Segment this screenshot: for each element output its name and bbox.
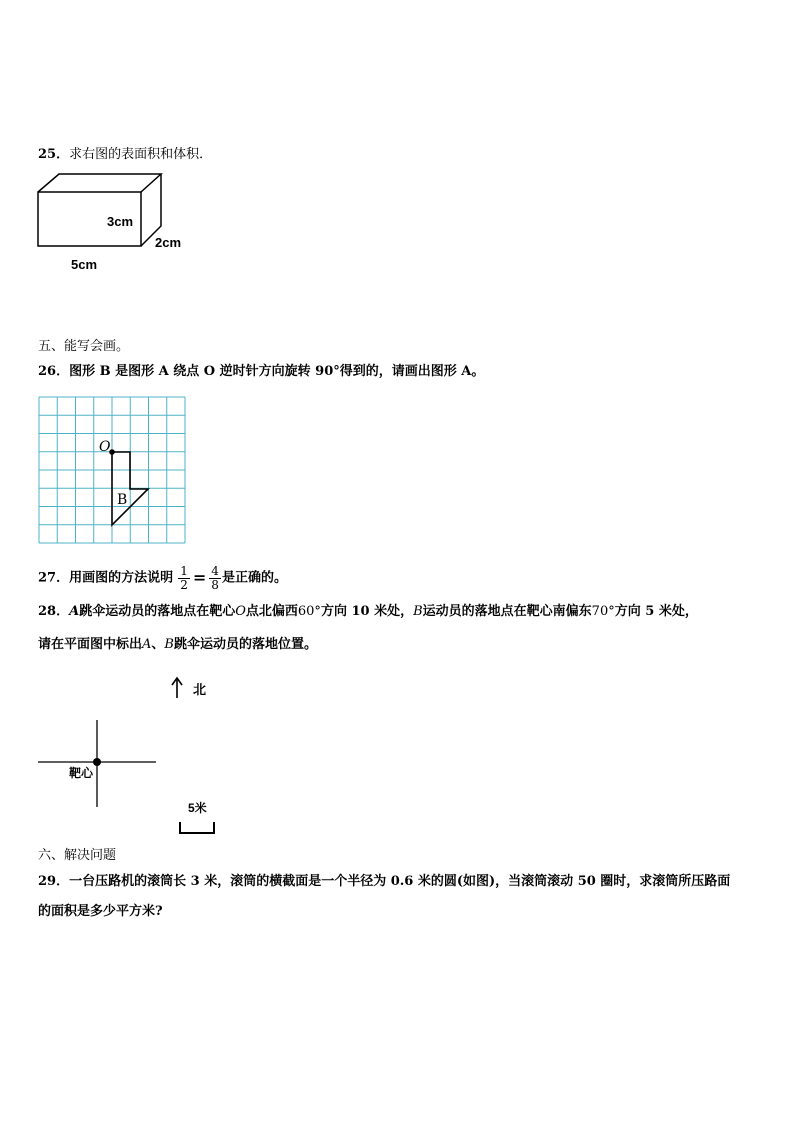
target-center-dot — [93, 758, 101, 766]
q29-line1 — [38, 873, 730, 891]
cuboid-length-label: 5cm — [71, 257, 98, 272]
q29-text-line1: 一台压路机的滚筒长 3 米，滚筒的横截面是一个半径为 0.6 米的圆(如图)，当滚筒滚动 50 圈时，求滚筒所压路面 — [69, 874, 731, 889]
cuboid-depth-label: 2cm — [155, 235, 182, 250]
equals-sign: = — [192, 568, 207, 587]
cuboid-height-label: 3cm — [107, 214, 134, 229]
q27-text-after: 是正确的。 — [221, 570, 287, 586]
q28-number: 28． — [38, 604, 70, 619]
q27-question — [38, 564, 287, 593]
q26-number: 26． — [38, 364, 70, 379]
q26-text: 图形 B 是图形 A 绕点 O 逆时针方向旋转 90°得到的，请画出图形 A。 — [69, 364, 485, 379]
q29-line2: 的面积是多少平方米? — [38, 904, 163, 919]
q27-text-before: 用画图的方法说明 — [69, 570, 174, 586]
north-arrow-icon — [172, 678, 182, 698]
landing-map-figure — [34, 674, 234, 844]
cuboid-figure — [30, 168, 200, 278]
q25-text: 求右图的表面积和体积． — [69, 147, 213, 162]
north-label: 北 — [193, 682, 207, 697]
rotation-grid-figure — [38, 396, 188, 546]
q28-line2: 请在平面图中标出A、B跳伞运动员的落地位置。 — [38, 637, 317, 652]
q29-number: 29． — [38, 874, 70, 889]
q25-number: 25． — [38, 147, 70, 162]
scale-label: 5米 — [188, 801, 207, 815]
point-o-label: O — [99, 439, 111, 455]
target-center-label: 靶心 — [69, 766, 94, 780]
fraction-four-eighths: $\frac{4}{8}$ — [211, 563, 219, 592]
fraction-one-half: $\frac{1}{2}$ — [180, 563, 188, 592]
scale-bar — [180, 822, 214, 833]
section6-title: 六、解决问题 — [38, 848, 117, 863]
q25-question — [38, 146, 212, 164]
q26-question — [38, 363, 484, 381]
section5-title: 五、能写会画。 — [38, 339, 130, 354]
shape-b-label: B — [117, 492, 128, 508]
q28-line1: 28．A跳伞运动员的落地点在靶心O点北偏西60°方向 10 米处，B运动员的落地点在靶心南偏东70°方向 5 米处， — [38, 604, 698, 619]
q27-number: 27． — [38, 570, 70, 586]
